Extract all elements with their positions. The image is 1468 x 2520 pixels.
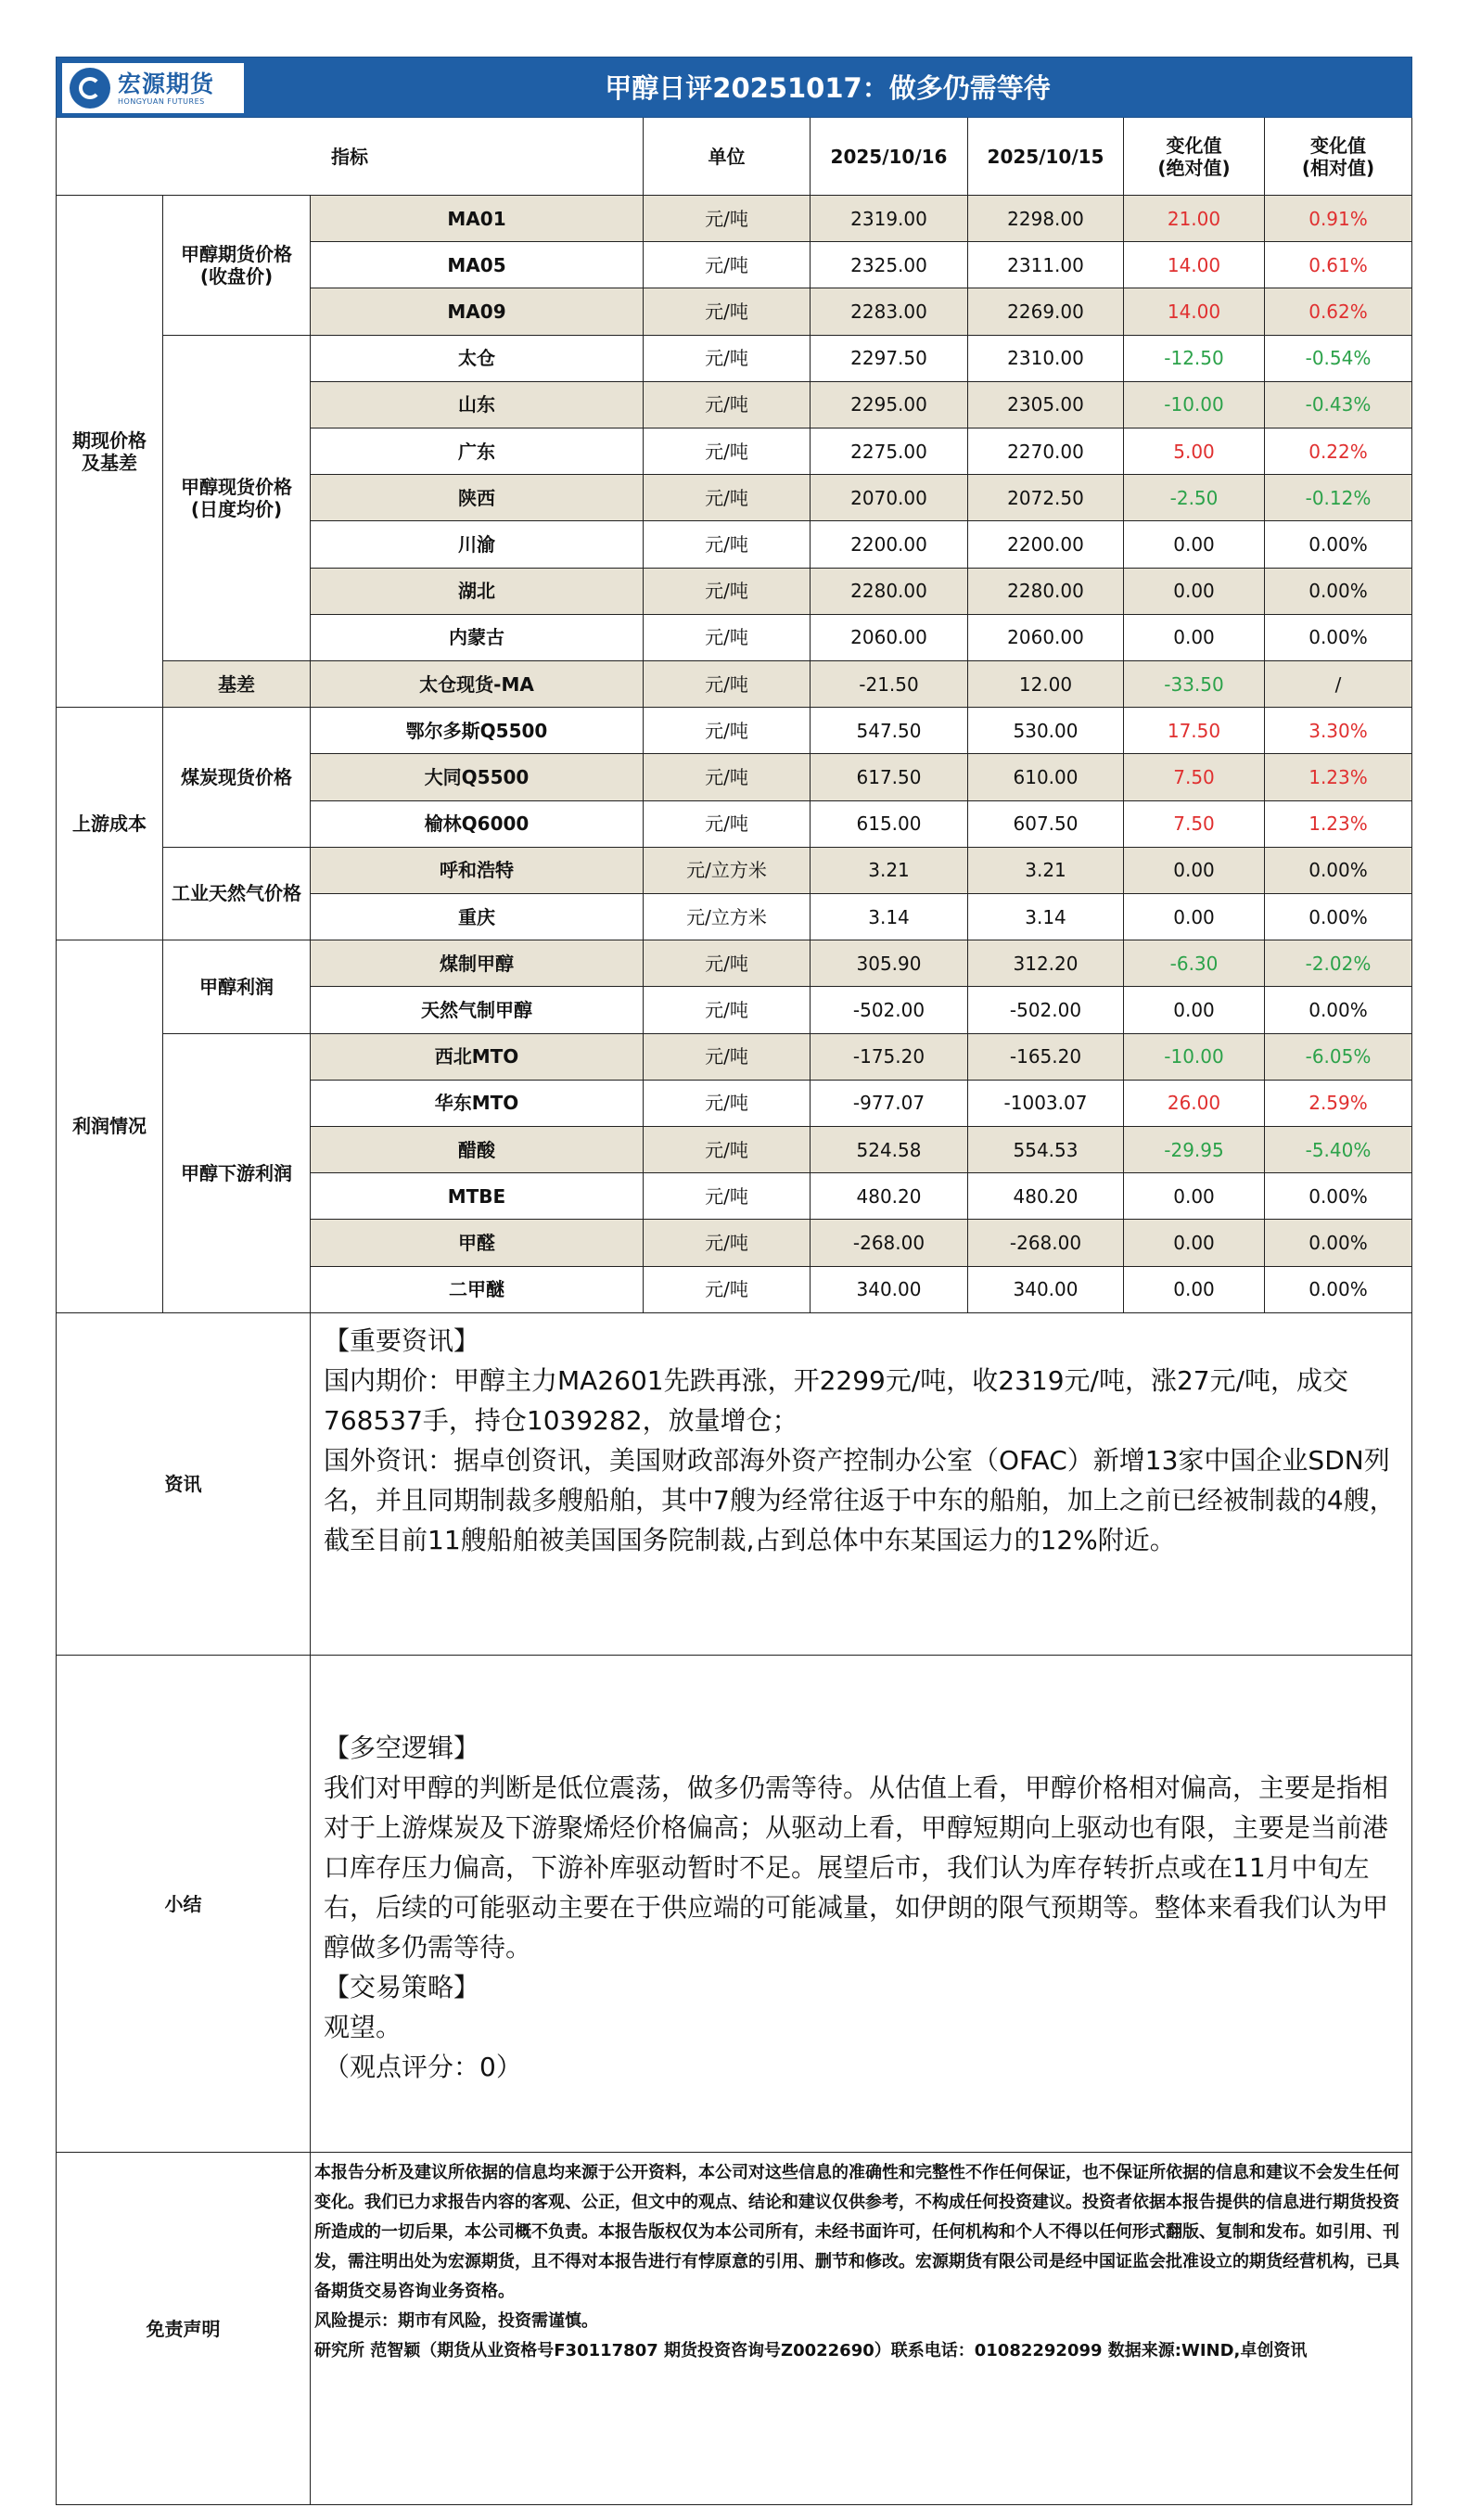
- news-domestic: 国内期价：甲醇主力MA2601先跌再涨，开2299元/吨，收2319元/吨，涨27元/吨，成交768537手，持仓1039282，放量增仓；: [324, 1364, 1349, 1436]
- indicator-name: 川渝: [311, 521, 644, 568]
- indicator-name: 重庆: [311, 894, 644, 940]
- value-date-2: 2072.50: [968, 475, 1124, 521]
- value-date-1: 3.21: [811, 848, 968, 894]
- company-logo: [62, 63, 244, 113]
- change-abs: 0.00: [1124, 1173, 1265, 1220]
- value-date-1: 2295.00: [811, 382, 968, 429]
- value-date-1: -977.07: [811, 1081, 968, 1127]
- disclaimer-content: [311, 2153, 1412, 2505]
- subgroup-label: 甲醇期货价格 (收盘价): [163, 196, 311, 336]
- indicator-name: 内蒙古: [311, 615, 644, 661]
- value-date-2: 3.14: [968, 894, 1124, 940]
- summary-content: [311, 1656, 1412, 2153]
- unit-cell: 元/吨: [644, 940, 811, 987]
- indicator-name: 甲醛: [311, 1220, 644, 1266]
- value-date-2: -268.00: [968, 1220, 1124, 1266]
- disclaimer-text: 本报告分析及建议所依据的信息均来源于公开资料，本公司对这些信息的准确性和完整性不作任何保证，也不保证所依据的信息和建议不会发生任何变化。我们已力求报告内容的客观、公正，但文中的观点、结论和建议仅供参考，不构成任何投资建议。投资者依据本报告提供的信息进行期货投资所造成的一切后果，本公司概不负责。本报告版权仅为本公司所有，未经书面许可，任何机构和个人不得以任何形式翻版、复制和发布。如引用、刊发，需注明出处为宏源期货，且不得对本报告进行有悖原意的引用、删节和修改。宏源期货有限公司是经中国证监会批准设立的期货经营机构，已具备期货交易咨询业务资格。: [314, 2163, 1399, 2301]
- value-date-2: 12.00: [968, 661, 1124, 708]
- change-abs: 14.00: [1124, 288, 1265, 335]
- change-rel: 3.30%: [1265, 708, 1412, 754]
- change-abs: 0.00: [1124, 1220, 1265, 1266]
- header-date-2: 2025/10/15: [968, 118, 1124, 196]
- strategy-heading: 【交易策略】: [324, 1972, 480, 2002]
- value-date-1: 305.90: [811, 940, 968, 987]
- value-date-1: 2070.00: [811, 475, 968, 521]
- value-date-1: 340.00: [811, 1267, 968, 1313]
- report-title: 甲醇日评20251017：做多仍需等待: [605, 72, 1051, 104]
- indicator-name: 陕西: [311, 475, 644, 521]
- change-abs: -2.50: [1124, 475, 1265, 521]
- value-date-2: -502.00: [968, 987, 1124, 1033]
- value-date-2: 2060.00: [968, 615, 1124, 661]
- indicator-name: 天然气制甲醇: [311, 987, 644, 1033]
- value-date-1: -268.00: [811, 1220, 968, 1266]
- change-abs: -33.50: [1124, 661, 1265, 708]
- unit-cell: 元/吨: [644, 242, 811, 288]
- indicator-name: 太仓: [311, 336, 644, 382]
- value-date-1: 2200.00: [811, 521, 968, 568]
- change-abs: 0.00: [1124, 1267, 1265, 1313]
- subgroup-label: 甲醇现货价格 (日度均价): [163, 336, 311, 661]
- value-date-2: 2270.00: [968, 429, 1124, 475]
- rating-text: （观点评分：0）: [324, 2052, 522, 2082]
- change-rel: 0.91%: [1265, 196, 1412, 242]
- value-date-1: -502.00: [811, 987, 968, 1033]
- change-rel: 0.22%: [1265, 429, 1412, 475]
- change-rel: -5.40%: [1265, 1127, 1412, 1173]
- unit-cell: 元/吨: [644, 475, 811, 521]
- value-date-1: 547.50: [811, 708, 968, 754]
- unit-cell: 元/吨: [644, 708, 811, 754]
- value-date-2: 2311.00: [968, 242, 1124, 288]
- change-rel: -0.54%: [1265, 336, 1412, 382]
- strategy-text: 观望。: [324, 2012, 402, 2042]
- change-abs: -29.95: [1124, 1127, 1265, 1173]
- change-abs: 7.50: [1124, 754, 1265, 800]
- report-frame: [56, 57, 1412, 2505]
- header-indicator: 指标: [56, 118, 644, 196]
- subgroup-label: 煤炭现货价格: [163, 708, 311, 848]
- change-abs: -10.00: [1124, 1034, 1265, 1081]
- subgroup-label: 基差: [163, 661, 311, 708]
- indicator-name: MA09: [311, 288, 644, 335]
- header-unit: 单位: [644, 118, 811, 196]
- value-date-2: 607.50: [968, 801, 1124, 848]
- change-abs: 5.00: [1124, 429, 1265, 475]
- value-date-1: 2060.00: [811, 615, 968, 661]
- group-label: 利润情况: [56, 940, 163, 1313]
- logo-name: 宏源期货: [118, 70, 215, 97]
- group-label: 期现价格 及基差: [56, 196, 163, 708]
- change-abs: 0.00: [1124, 615, 1265, 661]
- unit-cell: 元/吨: [644, 661, 811, 708]
- indicator-name: MA01: [311, 196, 644, 242]
- value-date-2: 610.00: [968, 754, 1124, 800]
- change-abs: 7.50: [1124, 801, 1265, 848]
- indicator-name: 华东MTO: [311, 1081, 644, 1127]
- change-rel: 0.00%: [1265, 1220, 1412, 1266]
- unit-cell: 元/吨: [644, 1173, 811, 1220]
- change-abs: -6.30: [1124, 940, 1265, 987]
- unit-cell: 元/吨: [644, 801, 811, 848]
- indicator-name: 鄂尔多斯Q5500: [311, 708, 644, 754]
- change-rel: -2.02%: [1265, 940, 1412, 987]
- change-rel: 0.62%: [1265, 288, 1412, 335]
- logo-mark-icon: [70, 68, 110, 109]
- change-abs: 0.00: [1124, 848, 1265, 894]
- change-rel: -6.05%: [1265, 1034, 1412, 1081]
- summary-label: 小结: [56, 1656, 311, 2153]
- indicator-name: 二甲醚: [311, 1267, 644, 1313]
- value-date-2: 480.20: [968, 1173, 1124, 1220]
- value-date-1: 2325.00: [811, 242, 968, 288]
- change-abs: 14.00: [1124, 242, 1265, 288]
- unit-cell: 元/吨: [644, 1220, 811, 1266]
- change-rel: 0.00%: [1265, 987, 1412, 1033]
- unit-cell: 元/吨: [644, 196, 811, 242]
- change-rel: 0.00%: [1265, 569, 1412, 615]
- news-label: 资讯: [56, 1313, 311, 1656]
- indicator-name: MTBE: [311, 1173, 644, 1220]
- subgroup-label: 甲醇利润: [163, 940, 311, 1033]
- value-date-1: -21.50: [811, 661, 968, 708]
- value-date-2: 2200.00: [968, 521, 1124, 568]
- change-abs: 0.00: [1124, 521, 1265, 568]
- change-abs: 0.00: [1124, 987, 1265, 1033]
- subgroup-label: 工业天然气价格: [163, 848, 311, 940]
- indicator-name: MA05: [311, 242, 644, 288]
- change-rel: 1.23%: [1265, 801, 1412, 848]
- change-abs: -10.00: [1124, 382, 1265, 429]
- risk-warning: 风险提示：期市有风险，投资需谨慎。: [314, 2311, 598, 2331]
- indicator-name: 湖北: [311, 569, 644, 615]
- subgroup-label: 甲醇下游利润: [163, 1034, 311, 1313]
- indicator-name: 醋酸: [311, 1127, 644, 1173]
- change-rel: /: [1265, 661, 1412, 708]
- value-date-1: 2283.00: [811, 288, 968, 335]
- unit-cell: 元/吨: [644, 1034, 811, 1081]
- unit-cell: 元/吨: [644, 987, 811, 1033]
- news-heading: 【重要资讯】: [324, 1324, 480, 1356]
- value-date-2: 312.20: [968, 940, 1124, 987]
- change-abs: -12.50: [1124, 336, 1265, 382]
- unit-cell: 元/吨: [644, 1267, 811, 1313]
- change-abs: 0.00: [1124, 569, 1265, 615]
- header-date-1: 2025/10/16: [811, 118, 968, 196]
- value-date-1: 2275.00: [811, 429, 968, 475]
- change-rel: 0.00%: [1265, 615, 1412, 661]
- value-date-1: 2280.00: [811, 569, 968, 615]
- value-date-1: 3.14: [811, 894, 968, 940]
- logic-text: 我们对甲醇的判断是低位震荡，做多仍需等待。从估值上看，甲醇价格相对偏高，主要是指相对于上游煤炭及下游聚烯烃价格偏高；从驱动上看，甲醇短期向上驱动也有限，主要是当前港口库存压力偏高，下游补库驱动暂时不足。展望后市，我们认为库存转折点或在11月中旬左右，后续的可能驱动主要在于供应端的可能减量，如伊朗的限气预期等。整体来看我们认为甲醇做多仍需等待。: [324, 1772, 1389, 1963]
- change-rel: -0.12%: [1265, 475, 1412, 521]
- indicator-name: 西北MTO: [311, 1034, 644, 1081]
- header-change-rel: 变化值 (相对值): [1265, 118, 1412, 196]
- change-rel: 0.61%: [1265, 242, 1412, 288]
- unit-cell: 元/立方米: [644, 894, 811, 940]
- unit-cell: 元/吨: [644, 1127, 811, 1173]
- change-abs: 26.00: [1124, 1081, 1265, 1127]
- value-date-1: 615.00: [811, 801, 968, 848]
- change-abs: 17.50: [1124, 708, 1265, 754]
- value-date-2: 2269.00: [968, 288, 1124, 335]
- unit-cell: 元/吨: [644, 521, 811, 568]
- indicator-name: 煤制甲醇: [311, 940, 644, 987]
- value-date-2: 3.21: [968, 848, 1124, 894]
- analyst-info: 研究所 范智颖（期货从业资格号F30117807 期货投资咨询号Z0022690）联系电话：01082292099 数据来源:WIND,卓创资讯: [314, 2341, 1308, 2360]
- unit-cell: 元/吨: [644, 288, 811, 335]
- value-date-1: -175.20: [811, 1034, 968, 1081]
- news-content: [311, 1313, 1412, 1656]
- change-rel: 0.00%: [1265, 1173, 1412, 1220]
- unit-cell: 元/吨: [644, 1081, 811, 1127]
- change-abs: 21.00: [1124, 196, 1265, 242]
- unit-cell: 元/吨: [644, 569, 811, 615]
- indicator-name: 广东: [311, 429, 644, 475]
- indicator-name: 太仓现货-MA: [311, 661, 644, 708]
- value-date-2: -165.20: [968, 1034, 1124, 1081]
- disclaimer-label: 免责声明: [56, 2153, 311, 2505]
- value-date-1: 2297.50: [811, 336, 968, 382]
- value-date-2: 340.00: [968, 1267, 1124, 1313]
- change-rel: -0.43%: [1265, 382, 1412, 429]
- value-date-1: 524.58: [811, 1127, 968, 1173]
- value-date-2: 2305.00: [968, 382, 1124, 429]
- value-date-2: 2298.00: [968, 196, 1124, 242]
- value-date-1: 617.50: [811, 754, 968, 800]
- change-abs: 0.00: [1124, 894, 1265, 940]
- value-date-2: 2310.00: [968, 336, 1124, 382]
- change-rel: 0.00%: [1265, 894, 1412, 940]
- group-label: 上游成本: [56, 708, 163, 940]
- unit-cell: 元/吨: [644, 336, 811, 382]
- unit-cell: 元/吨: [644, 429, 811, 475]
- indicator-name: 呼和浩特: [311, 848, 644, 894]
- indicator-name: 榆林Q6000: [311, 801, 644, 848]
- logic-heading: 【多空逻辑】: [324, 1733, 480, 1763]
- change-rel: 0.00%: [1265, 848, 1412, 894]
- value-date-2: 530.00: [968, 708, 1124, 754]
- report-header: [56, 57, 1412, 118]
- change-rel: 2.59%: [1265, 1081, 1412, 1127]
- news-foreign: 国外资讯：据卓创资讯，美国财政部海外资产控制办公室（OFAC）新增13家中国企业SDN列名，并且同期制裁多艘船舶，其中7艘为经常往返于中东的船舶，加上之前已经被制裁的4艘，截至目前11艘船舶被美国国务院制裁,占到总体中东某国运力的12%附近。: [324, 1444, 1396, 1555]
- value-date-2: 554.53: [968, 1127, 1124, 1173]
- change-rel: 0.00%: [1265, 1267, 1412, 1313]
- value-date-1: 2319.00: [811, 196, 968, 242]
- change-rel: 1.23%: [1265, 754, 1412, 800]
- change-rel: 0.00%: [1265, 521, 1412, 568]
- logo-english-name: HONGYUAN FUTURES: [118, 96, 205, 106]
- value-date-2: 2280.00: [968, 569, 1124, 615]
- header-change-abs: 变化值 (绝对值): [1124, 118, 1265, 196]
- unit-cell: 元/吨: [644, 754, 811, 800]
- indicator-name: 山东: [311, 382, 644, 429]
- unit-cell: 元/吨: [644, 615, 811, 661]
- indicator-name: 大同Q5500: [311, 754, 644, 800]
- value-date-1: 480.20: [811, 1173, 968, 1220]
- unit-cell: 元/吨: [644, 382, 811, 429]
- unit-cell: 元/立方米: [644, 848, 811, 894]
- value-date-2: -1003.07: [968, 1081, 1124, 1127]
